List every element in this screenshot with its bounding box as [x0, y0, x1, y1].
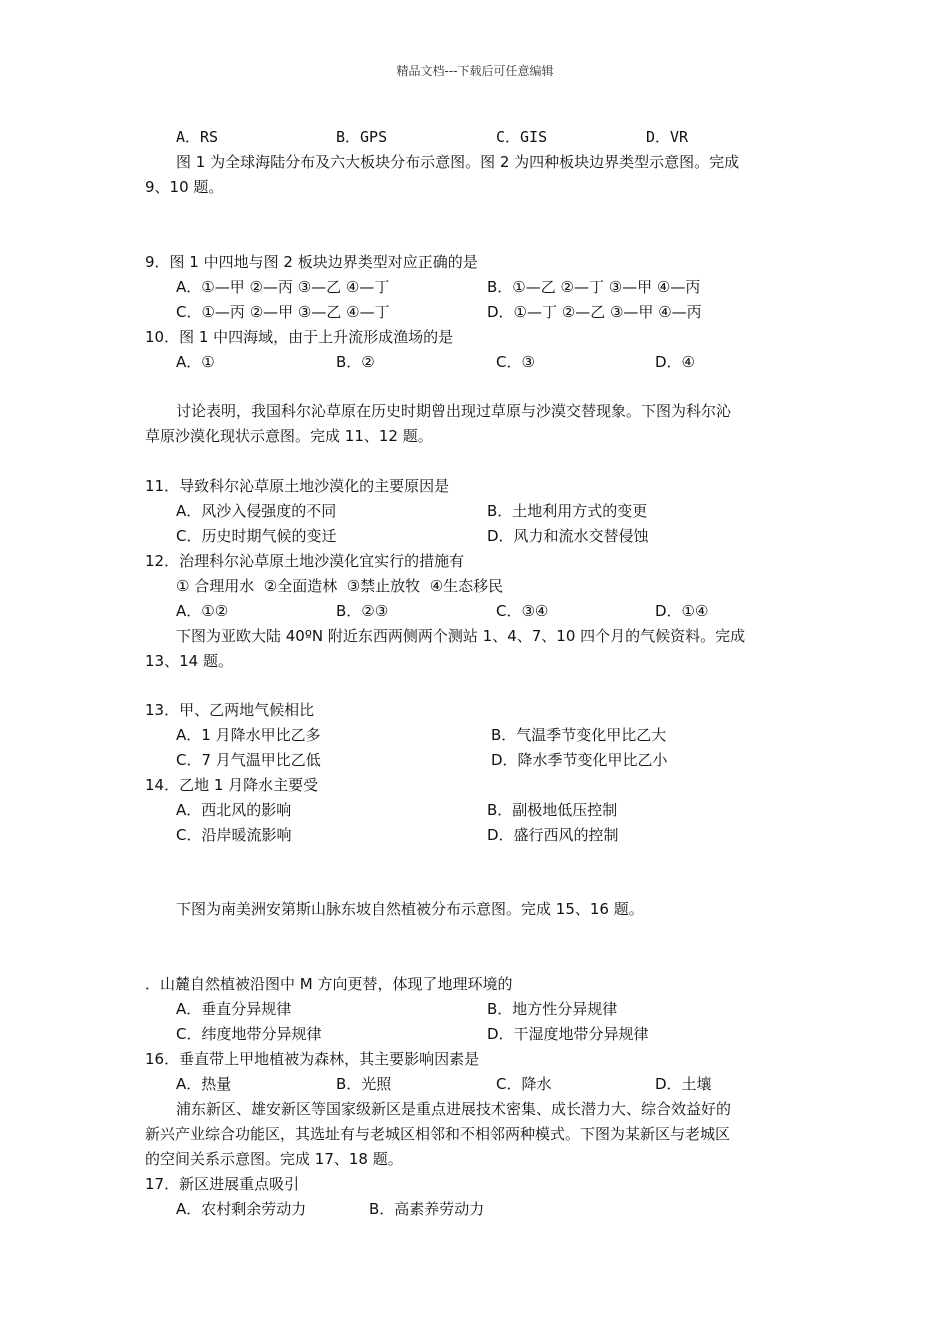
q17-option-b: B．高素养劳动力: [369, 1200, 485, 1218]
intro-17-18-line1: 浦东新区、雄安新区等国家级新区是重点进展技术密集、成长潜力大、综合效益好的: [176, 1100, 732, 1118]
q14-option-b: B．副极地低压控制: [487, 801, 618, 819]
q8-option-c: C．GIS: [496, 128, 548, 146]
q14-option-c: C．沿岸暖流影响: [176, 826, 292, 844]
q16-option-c: C．降水: [496, 1075, 552, 1093]
q10-option-a: A．①: [176, 353, 215, 371]
q8-option-b: B．GPS: [336, 128, 388, 146]
q15-option-c: C．纬度地带分异规律: [176, 1025, 322, 1043]
q13-option-b: B．气温季节变化甲比乙大: [491, 726, 667, 744]
q8-option-d: D．VR: [646, 128, 689, 146]
q17-stem: 17．新区进展重点吸引: [145, 1175, 300, 1193]
q9-option-a: A．①—甲 ②—丙 ③—乙 ④—丁: [176, 278, 390, 296]
q12-measures: ① 合理用水 ②全面造林 ③禁止放牧 ④生态移民: [176, 577, 504, 595]
q17-option-a: A．农村剩余劳动力: [176, 1200, 307, 1218]
intro-13-14-line1: 下图为亚欧大陆 40ºN 附近东西两侧两个测站 1、4、7、10 四个月的气候资料。完成: [176, 627, 746, 645]
q10-stem: 10．图 1 中四海域，由于上升流形成渔场的是: [145, 328, 454, 346]
q12-option-c: C．③④: [496, 602, 549, 620]
intro-11-12-line2: 草原沙漠化现状示意图。完成 11、12 题。: [145, 427, 433, 445]
q15-option-a: A．垂直分异规律: [176, 1000, 292, 1018]
q13-option-c: C．7 月气温甲比乙低: [176, 751, 321, 769]
page-header: 精品文档---下载后可任意编辑: [396, 64, 554, 78]
q9-option-d: D．①—丁 ②—乙 ③—甲 ④—丙: [487, 303, 702, 321]
q10-option-d: D．④: [655, 353, 695, 371]
intro-17-18-line2: 新兴产业综合功能区，其选址有与老城区相邻和不相邻两种模式。下图为某新区与老城区: [145, 1125, 731, 1143]
q13-option-a: A．1 月降水甲比乙多: [176, 726, 321, 744]
q12-option-d: D．①④: [655, 602, 709, 620]
q16-option-d: D．土壤: [655, 1075, 712, 1093]
intro-17-18-line3: 的空间关系示意图。完成 17、18 题。: [145, 1150, 403, 1168]
intro-13-14-line2: 13、14 题。: [145, 652, 233, 670]
q15-option-d: D．干湿度地带分异规律: [487, 1025, 649, 1043]
intro-9-10-line2: 9、10 题。: [145, 178, 224, 196]
intro-11-12-line1: 讨论表明，我国科尔沁草原在历史时期曾出现过草原与沙漠交替现象。下图为科尔沁: [176, 402, 732, 420]
q15-stem: ．山麓自然植被沿图中 M 方向更替，体现了地理环境的: [145, 975, 513, 993]
q11-option-b: B．土地利用方式的变更: [487, 502, 648, 520]
q16-stem: 16．垂直带上甲地植被为森林，其主要影响因素是: [145, 1050, 480, 1068]
q16-option-b: B．光照: [336, 1075, 392, 1093]
q12-option-a: A．①②: [176, 602, 229, 620]
q15-option-b: B．地方性分异规律: [487, 1000, 618, 1018]
q12-stem: 12．治理科尔沁草原土地沙漠化宜实行的措施有: [145, 552, 465, 570]
intro-15-16-line1: 下图为南美洲安第斯山脉东坡自然植被分布示意图。完成 15、16 题。: [176, 900, 644, 918]
q9-stem: 9．图 1 中四地与图 2 板块边界类型对应正确的是: [145, 253, 478, 271]
q10-option-c: C．③: [496, 353, 535, 371]
q11-option-c: C．历史时期气候的变迁: [176, 527, 337, 545]
q16-option-a: A．热量: [176, 1075, 232, 1093]
q14-option-a: A．西北风的影响: [176, 801, 292, 819]
q9-option-c: C．①—丙 ②—甲 ③—乙 ④—丁: [176, 303, 390, 321]
q14-stem: 14．乙地 1 月降水主要受: [145, 776, 319, 794]
q8-option-a: A．RS: [176, 128, 219, 146]
q12-option-b: B．②③: [336, 602, 389, 620]
q11-option-a: A．风沙入侵强度的不同: [176, 502, 337, 520]
q14-option-d: D．盛行西风的控制: [487, 826, 619, 844]
q13-option-d: D．降水季节变化甲比乙小: [491, 751, 668, 769]
q11-option-d: D．风力和流水交替侵蚀: [487, 527, 649, 545]
q10-option-b: B．②: [336, 353, 375, 371]
q11-stem: 11．导致科尔沁草原土地沙漠化的主要原因是: [145, 477, 450, 495]
q9-option-b: B．①—乙 ②—丁 ③—甲 ④—丙: [487, 278, 701, 296]
intro-9-10-line1: 图 1 为全球海陆分布及六大板块分布示意图。图 2 为四种板块边界类型示意图。完成: [176, 153, 740, 171]
q13-stem: 13．甲、乙两地气候相比: [145, 701, 315, 719]
